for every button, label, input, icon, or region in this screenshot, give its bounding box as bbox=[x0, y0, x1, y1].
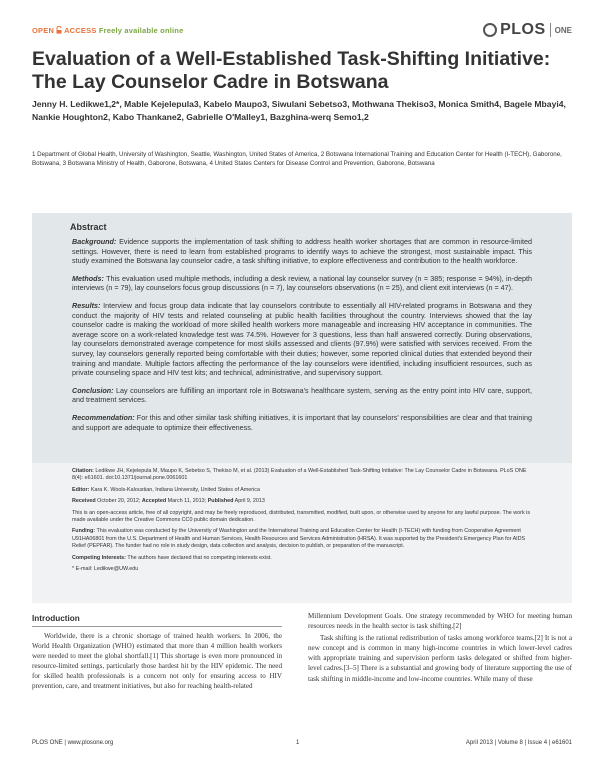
one-wordmark: ONE bbox=[554, 25, 572, 35]
editor-text: Kara K. Wools-Kaloustian, Indiana University, United States of America bbox=[89, 486, 260, 493]
access-label: ACCESS bbox=[64, 26, 97, 35]
copyright: This is an open-access article, free of all copyright, and may be freely reproduced, distributed, transmitted, modified, built upon, or otherwise used by anyone for any lawful purpose. The work is made available under the Creative Commons CC0 public domain dedication. bbox=[72, 509, 531, 524]
article-metadata-box bbox=[32, 463, 572, 603]
funding bbox=[72, 528, 532, 550]
page-number: 1 bbox=[296, 740, 300, 746]
open-lock-icon bbox=[56, 26, 62, 34]
recommendation-text: For this and other similar task shifting initiatives, it is important that lay counselors' responsibilities are clear and that training and support are adequate to optimize their effectiveness. bbox=[72, 412, 532, 432]
plos-wordmark: PLOS bbox=[500, 21, 546, 38]
intro-paragraph-3: Task shifting is the rational redistribution of tasks among workforce teams.[2] It is not a new concept and is common in many high-income countries in which lower-level cadres with appropriate training and supervision perform tasks delegated or shifted from higher-level cadres.[3–5] There is a substantial and growing body of literature supporting the use of task shifting in middle-income and low-income countries. While many of these bbox=[308, 634, 572, 683]
background-text: Evidence supports the implementation of task shifting to address health worker shortages that are common in resource-limited settings. However, there is need to learn from established programs to identify ways to achieve the strongest, most sustainable impact. This study examined the Botswana lay counselor cadre, a task shifting initiative, to explore effectiveness and contribution to the health workforce. bbox=[72, 237, 532, 266]
published-date: April 9, 2013 bbox=[233, 498, 265, 505]
editor-label: Editor: bbox=[72, 486, 90, 493]
methods-label: Methods: bbox=[72, 273, 104, 283]
page-footer bbox=[32, 740, 572, 754]
accepted-date: March 11, 2013; bbox=[166, 498, 208, 505]
competing-label: Competing Interests: bbox=[72, 554, 126, 561]
abstract-background bbox=[72, 237, 532, 266]
citation bbox=[72, 468, 532, 483]
editor bbox=[72, 487, 532, 494]
section-divider bbox=[32, 626, 282, 627]
affiliations: 1 Department of Global Health, University of Washington, Seattle, Washington, United States of America, 2 Botswana International Training and Education Center for Health (I-TECH), Gaborone, Botswana, 3 Botswana Ministry of Health, Gaborone, Botswana, 4 United States Centers for Disease Control and Prevention, Gaborone, Botswana bbox=[32, 151, 562, 167]
abstract-recommendation bbox=[72, 413, 532, 432]
results-label: Results: bbox=[72, 300, 101, 310]
author-list: Jenny H. Ledikwe1,2*, Mable Kejelepula3, Kabelo Maupo3, Siwulani Sebetso3, Mothwana Thekiso3, Monica Smith4, Bagele Mbayi4, Nankie Houghton2, Kabo Thankane2, Gabrielle O'Malley1, Bazghina-werq Semo1,2 bbox=[32, 99, 566, 122]
dates bbox=[72, 498, 532, 505]
footer-journal: PLOS ONE | www.plosone.org bbox=[32, 740, 114, 746]
intro-paragraph-2: Millennium Development Goals. One strategy recommended by WHO for meeting human resources needs in the health sector is task shifting.[2] bbox=[308, 612, 572, 631]
received-label: Received bbox=[72, 498, 96, 505]
body-column-left bbox=[32, 631, 282, 694]
abstract-conclusion bbox=[72, 386, 532, 405]
abstract-results bbox=[72, 301, 532, 378]
published-label: Published bbox=[207, 498, 234, 505]
conclusion-text: Lay counselors are fulfilling an important role in Botswana's healthcare system, serving as the entry point into HIV care, support, and treatment services. bbox=[72, 385, 532, 405]
footer-issue: April 2013 | Volume 8 | Issue 4 | e61601 bbox=[465, 740, 572, 746]
results-text: Interview and focus group data indicate that lay counselors contribute to essentially all HIV-related programs in Botswana and they conduct the majority of HIV tests and related counseling at public health facilities throughout the country. Interviews showed that the lay counselor cadre is making the workload of more skilled health workers more manageable and increasing HIV acceptance in communities. The average score on a work-related knowledge test was 74.5%. However for 3 questions, less than half answered correctly. During observations, lay counselors demonstrated average competence for most skills assessed and clients (97.9%) were satisfied with services received. From the survey, lay counselors generally reported being comfortable with their duties; however, some reported clinical duties that extended beyond their training and mandate. Multiple factors affecting the performance of the lay counselors were identified, including insufficient resources, such as private counseling space and HIV test kits; and technical, administrative, and supervisory support. bbox=[72, 300, 532, 378]
received-date: October 20, 2012; bbox=[95, 498, 142, 505]
logo-divider bbox=[550, 23, 551, 37]
competing-text: The authors have declared that no competing interests exist. bbox=[125, 554, 272, 561]
open-access-banner bbox=[32, 26, 183, 35]
title-line-2: The Lay Counselor Cadre in Botswana bbox=[32, 71, 389, 93]
title-line-1: Evaluation of a Well-Established Task-Shifting Initiative: bbox=[32, 48, 551, 70]
accepted-label: Accepted bbox=[141, 498, 167, 505]
freely-available-label: Freely available online bbox=[98, 26, 184, 35]
intro-paragraph-1: Worldwide, there is a chronic shortage of trained health workers. In 2006, the World Health Organization (WHO) estimated that more than 4 million health workers were needed to meet the global shortfall.[1] This shortage is even more pronounced in resource-limited settings, particularly those hardest hit by the HIV epidemic. The need for skilled health professionals is a concern not only for ensuring access to HIV prevention, care, and treatment initiatives, but also for reaching health-related bbox=[32, 632, 282, 691]
abstract-methods bbox=[72, 274, 532, 293]
plos-one-logo bbox=[483, 20, 572, 40]
methods-text: This evaluation used multiple methods, including a desk review, a national lay counselor survey (n = 385; response = 94%), in-depth interviews (n = 79), lay counselors focus group discussions (n = 7), lay counselors observations (n = 25), and client exit interviews (n = 47). bbox=[72, 273, 532, 293]
journal-header bbox=[32, 20, 572, 42]
body-column-right bbox=[308, 611, 572, 686]
email: * E-mail: Ledikwe@UW.edu bbox=[72, 566, 139, 573]
abstract-heading: Abstract bbox=[70, 222, 107, 232]
article-title bbox=[32, 48, 572, 94]
abstract-box bbox=[32, 213, 572, 465]
funding-label: Funding: bbox=[72, 528, 96, 535]
citation-label: Citation: bbox=[72, 468, 94, 474]
plos-logo-icon bbox=[483, 23, 497, 37]
citation-text: Ledikwe JH, Kejelepula M, Maupo K, Sebetso S, Thekiso M, et al. (2013) Evaluation of a Well-Established Task-Shifting Initiative: The Lay Counselor Cadre in Botswana. PLoS ONE 8(4): e61601. doi:10.1371/journal.pone.0061601 bbox=[72, 468, 527, 482]
competing-interests bbox=[72, 555, 532, 562]
conclusion-label: Conclusion: bbox=[72, 385, 114, 395]
introduction-heading: Introduction bbox=[32, 614, 80, 623]
background-label: Background: bbox=[72, 237, 117, 246]
open-label: OPEN bbox=[32, 26, 55, 35]
funding-text: This evaluation was conducted by the University of Washington and the International Training and Education Center for Health (I-TECH) with funding from Cooperative Agreement U91HA06801 from the U.S. Department of Health and Human Services, Health Resources and Services Administration (HRSA). It was supported by the President's Emergency Plan for AIDS Relief (PEPFAR). The funder had no role in study design, data collection and analysis, decision to publish, or preparation of the manuscript. bbox=[72, 528, 526, 550]
recommendation-label: Recommendation: bbox=[72, 412, 135, 422]
